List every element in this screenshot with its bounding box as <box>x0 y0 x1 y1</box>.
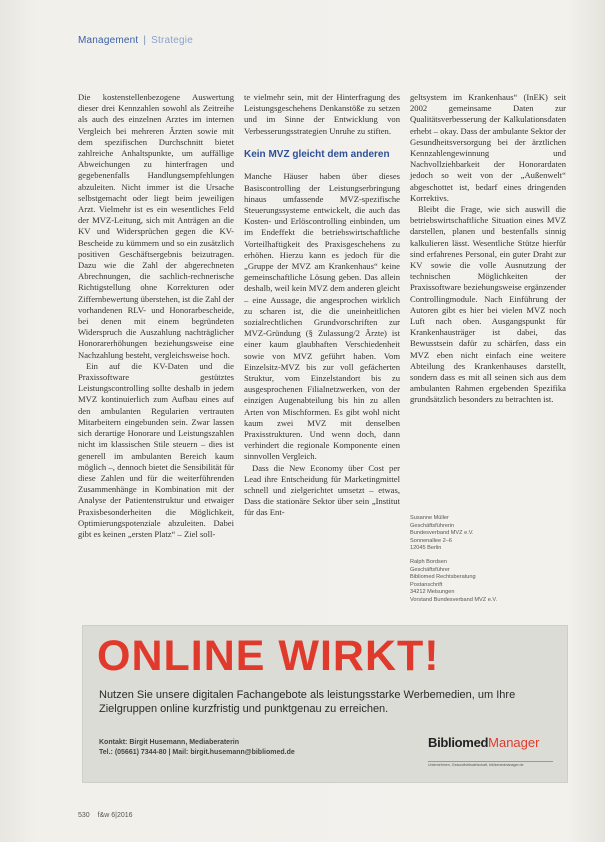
ad-contact-label: Kontakt: Birgit Husemann, Mediaberaterin <box>99 739 240 746</box>
category-label: Strategie <box>151 35 193 46</box>
ad-headline: ONLINE WIRKT! <box>97 632 440 680</box>
author-line: Geschäftsführer <box>410 566 450 573</box>
article-column-3 <box>410 92 566 406</box>
body-paragraph: Ein auf die KV-Daten und die Praxissoftware gestütztes Leistungscontrolling sollte deshalb in jedem MVZ kontinuierlich zum Aufbau eines auf den ambulanten Regularien vertrauten Mitarbeitern eingebunden sein. Zwar lassen sich derartige Honorare und Leistungszahlen nicht im klassischen Stile steuern – dies ist generell im ambulanten Bereich kaum möglich –, dennoch bietet die Sensibilität für diese Zahlen und für die weiterführenden Zusammenhänge in Kombination mit der Analyse der Patientenstruktur und etwaiger Praxisbesonderheiten die Möglichkeit, Optimierungspotenziale abzuleiten. Dabei gibt es keinen „ersten Platz“ – Ziel soll- <box>78 360 234 539</box>
section-subheading: Kein MVZ gleicht dem anderen <box>244 148 390 160</box>
page-footer <box>78 812 133 819</box>
author-line: Ralph Bordsen <box>410 558 448 565</box>
author-line: Postanschrift <box>410 581 443 588</box>
author-line: Susanne Müller <box>410 515 449 521</box>
author-line: 12045 Berlin <box>410 545 442 552</box>
section-header <box>78 35 193 46</box>
body-paragraph: te vielmehr sein, mit der Hinterfragung des Leistungsgeschehens Denkanstöße zu setzen und im Sinne der Entwicklung von Verbesserungsstrategien Unruhe zu stiften. <box>244 92 400 136</box>
author-block <box>410 559 570 605</box>
author-line: Geschäftsführerin <box>410 522 455 529</box>
body-paragraph: Dass die New Economy über Cost per Lead ihre Entscheidung für Marketingmittel schnell und zielgerichtet umsetzt – etwas, Dass die stationäre Sektor über sein „Institut für das Ent- <box>244 462 400 518</box>
author-line: Bundesverband MVZ e.V. <box>410 530 474 537</box>
ad-contact <box>99 738 419 758</box>
author-line: Vorstand Bundesverband MVZ e.V. <box>410 596 498 603</box>
body-paragraph: geltsystem im Krankenhaus“ (InEK) seit 2002 gemeinsame Daten zur Qualitätsverbesserung der Kalkulationsdaten erhebt – okay. Dass der ambulante Sektor der Gesundheitsversorgung bei der ärztlichen Kennzahlengewinnung und Nachvollziehbarkeit der Honorardaten jedoch so weit von der „Außenwelt“ abgeschottet ist, bedarf eines dringenden Korrektivs. <box>410 92 566 203</box>
author-info <box>410 515 570 611</box>
logo-text-primary: Bibliomed <box>428 735 489 750</box>
page-number: 530 <box>78 812 90 819</box>
article-column-1 <box>78 92 234 540</box>
logo-text-secondary: Manager <box>488 735 540 750</box>
section-label: Management <box>78 35 139 46</box>
advertisement-box <box>82 625 568 783</box>
body-paragraph: Die kostenstellenbezogene Auswertung dieser drei Kennzahlen sowohl als Zeitreihe als auch des einzelnen Arztes im internen Vergleich bei mehreren Ärzten sowie mit dem spezifischen Durchschnitt bietet zahlreiche Anhaltspunkte, um auffällige Abweichungen zu hinterfragen und gegebenenfalls Handlungsempfehlungen abzuleiten. Nicht immer ist die Ursache selbstgemacht oder liegt beim jeweiligen Arzt. Vielmehr ist es ein wesentliches Feld der MVZ-Leitung, sich mit Anträgen an die KV und Widersprüchen gegen die KV-Bescheide zu kümmern und so ein zusätzlich positiven Geschäftsergebnis beizutragen. Dazu wie die Zahl der abgerechneten Abrechnungen, die sachlich-rechnerische Richtigstellung ohne Korrekturen oder Ziffernbewertung überstehen, ist die Zahl der vorhandenen RLV- und Honorarbescheide, bei denen mit einem begründeten Widerspruch die Auszahlung nachträglicher Honorarerhöhungen beziehungsweise eine Nachzahlung besteht, vergleichsweise hoch. <box>78 92 234 360</box>
header-separator: | <box>143 35 147 46</box>
author-line: 34212 Melsungen <box>410 589 455 596</box>
publication-label: f&w 6|2016 <box>97 812 133 819</box>
bibliomed-logo <box>428 734 553 762</box>
ad-contact-details: Tel.: (05661) 7344-80 | Mail: birgit.husemann@bibliomed.de <box>99 749 295 756</box>
author-line: Sonnenallee 2–6 <box>410 537 452 544</box>
logo-subline: Unternehmen, Gesundheitswirtschaft, bibliomedmanager.de <box>428 763 524 767</box>
ad-tagline: Nutzen Sie unsere digitalen Fachangebote als leistungsstarke Werbemedien, um Ihre Zielgruppen online kurzfristig und punktgenau zu erreichen. <box>99 689 516 715</box>
body-paragraph: Bleibt die Frage, wie sich auswill die betriebswirtschaftliche Situation eines MVZ darstellen, planen und bestenfalls sinnig kalkulieren lässt. Wesentliche Stütze hierfür sind erfahrenes Personal, ein guter Draht zur KV sowie die volle Ausnutzung der technischen Möglichkeiten der Praxissoftware beziehungsweise ergänzender Controllingmodule. Nach Einführung der Autoren gibt es hier bei vielen MVZ noch Luft nach oben. Ausgangspunkt für Krankenhausträger ist dabei, das Bewusstsein dafür zu schärfen, dass ein MVZ eben nicht einfach eine weitere Abteilung des Krankenhauses darstellt, sondern dass es mit all seinen sich aus dem ambulanten Rahmen ergebenden Spezifika grundsätzlich besonders zu betrachten ist. <box>410 204 566 405</box>
body-paragraph: Manche Häuser haben über dieses Basiscontrolling der Leistungserbringung hinaus umfassende MVZ-spezifische Steuerungssysteme entwickelt, die auch das Kosten- und Erlöscontrolling einbinden, um im Endeffekt die betriebswirtschaftliche Vorteilhaftigkeit des Praxisgeschehens zu erhöhen. Hierzu kann es jedoch für die „Gruppe der MVZ am Krankenhaus“ keine gemeinschaftliche Lösung geben. Das allein deshalb, weil kein MVZ dem anderen gleicht – eine Aussage, die angesprochen wirklich zu scharen ist, die die uneinheitlichen sozialrechtlichen Grundvorschriften zur MVZ-Gründung (§ Zulassung/2 Ärzte) ist einer kaum glaubhaften Verschiedenheit sowie von MVZ geführt haben. Vom Einzelsitz-MVZ bis zur voll gefächerten Struktur, vom Einzelstandort bis zu ausgesprochenen Filialnetzwerken, von der einzigen Augenabteilung bis hin zu allen Arten von Mischformen. Es gibt wohl nicht kaum zwei MVZ mit denselben Praxisstrukturen. Und wenn doch, dann verhindert die regionale Komponente einen sinnvollen Vergleich. <box>244 171 400 462</box>
author-line: Bibliomed Rechtsberatung <box>410 574 476 581</box>
article-column-2 <box>244 92 400 519</box>
author-block <box>410 515 570 553</box>
